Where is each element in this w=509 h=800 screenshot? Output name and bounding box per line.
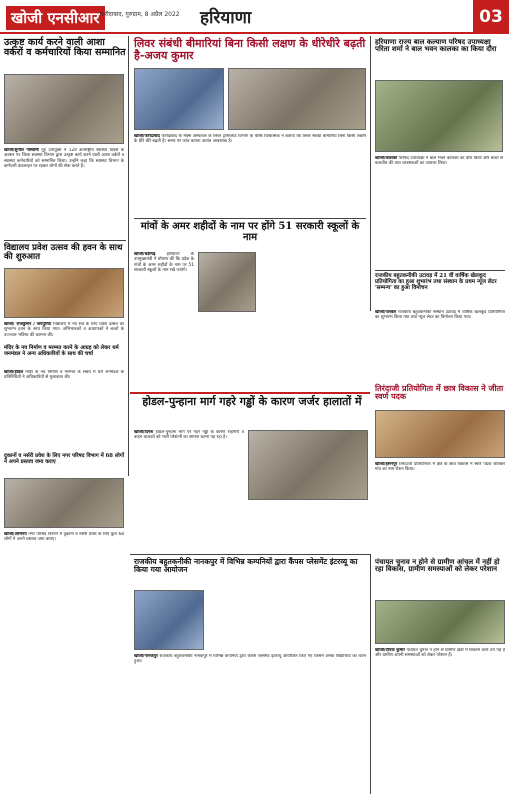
masthead-date: फरीदाबाद, गुरुग्राम, 8 अप्रैल 2022: [100, 11, 180, 18]
story-dateline: खोजी/हसनपुर: [375, 462, 398, 467]
story-body: [134, 134, 366, 216]
story-dateline: खोजी/कालका: [375, 156, 398, 161]
story-headline: तिरंदाजी प्रतियोगिता में छात्र विकास ने जीता स्वर्ण पदक: [375, 383, 504, 402]
story-photo: [4, 478, 124, 528]
story-text: परिषद उपाध्यक्षा ने बाल भवन कालका का दौरा किया और बच्चों से बातचीत की तथा व्यवस्थाओं का जायजा लिया।: [375, 156, 503, 167]
story-headline: हरियाणा राज्य बाल कल्याण परिषद उपाध्यक्षा परिता शर्मा ने बाल भवन कालका का किया दौरा: [375, 37, 497, 54]
story-text: राजकीय बहुतकनीकी नानकपुर में विभिन्न कंपनियों द्वारा कैंपस प्लेसमेंट इंटरव्यू आयोजित किए गए जिसमें अनेक विद्यार्थियों का चयन हुआ।: [134, 654, 366, 665]
story-text: मंदिर के नव निर्माण व मरम्मत के संबंध में धर्म जनमंडल के प्रतिनिधियों ने अधिकारियों से मुलाकात की।: [4, 370, 124, 381]
story-body: [4, 370, 124, 450]
story-headline: उत्कृष्ट कार्य करने वाली आशा वर्करों व कर्मचारियों किया सम्मानित: [4, 37, 126, 58]
story-text: होडल-पुन्हाना मार्ग पर गहरे गड्ढों के कारण राहगीरों व वाहन चालकों को भारी परेशानी का सामना करना पड़ रहा है।: [134, 430, 244, 441]
story-headline: राजकीय बहुतकनीकी नानकपुर में विभिन्न कम्पनियों द्वारा कैंपस प्लेसमेंट इंटरव्यू का किया गया आयोजन: [134, 557, 358, 574]
story-dateline: खोजी/नानकपुर: [134, 654, 158, 659]
story-dateline: खोजी/अभिनय: [4, 532, 27, 537]
story-photo: [375, 80, 503, 152]
story-dateline: खोजी/फरीदाबाद: [134, 134, 160, 139]
story-photo: [375, 410, 505, 458]
story-headline: होडल-पुन्हाना मार्ग गहरे गड्ढों के कारण जर्जर हालातों में: [142, 395, 362, 408]
newspaper-logo: खोजी एनसीआर: [6, 6, 105, 30]
story-photo: [4, 74, 124, 144]
divider: [130, 554, 370, 555]
story-dateline: खोजी/चंडीगढ़: [134, 252, 156, 257]
divider: [130, 392, 370, 394]
story-text: तिरंदाजी प्रतियोगिता में क्षेत्र के छात्र विकास ने स्वर्ण पदक जीतकर गांव का नाम रोशन किया।: [375, 462, 505, 473]
story-dateline: खोजी/पलवल: [375, 310, 397, 315]
story-photo: [228, 68, 366, 130]
story-body: [134, 654, 366, 794]
story-text: पंचायत चुनाव न होने से ग्रामीण क्षेत्रों में विकास कार्य ठप पड़े हैं और ग्रामीण अपनी समस्याओं को लेकर परेशान हैं।: [375, 648, 505, 659]
story-dateline: खोजी/सुनील गोस्वामी: [4, 148, 39, 153]
story-body: [375, 310, 505, 380]
story-photo: [198, 252, 256, 312]
column-divider: [370, 36, 371, 311]
story-text: नूंह उपायुक्त ने 12वें अंतर्राष्ट्रीय स्वास्थ्य दिवस के अवसर पर जिला स्वास्थ्य विभाग द्वारा उत्कृष्ट कार्य करने वाली आशा वर्करों व स्वास्थ्य कर्मचारियों को सम्मानित किया। उन्होंने कहा कि स्वास्थ्य विभाग के कर्मचारी फ्रंटलाइन पर रहकर लोगों की सेवा करते हैं।: [4, 148, 124, 170]
story-text: हरियाणा के उपमुख्यमंत्री ने घोषणा की कि प्रदेश के गांवों के अमर शहीदों के नाम पर 51 सरकारी स्कूलों के नाम रखे जाएंगे।: [134, 252, 194, 274]
story-text: नगर परिषद विभाग में दुकानों व नर्सरी प्रवेश के लिए कुल 68 लोगों ने अपने प्रस्ताव जमा कराए।: [4, 532, 124, 543]
story-photo: [134, 590, 204, 650]
page-number: 03: [473, 0, 509, 34]
story-body: [134, 430, 244, 540]
column-divider: [370, 554, 371, 794]
story-text: फरीदाबाद के मैक्स अस्पताल के लिवर ट्रांसप्लांट विभाग के वरिष्ठ चिकित्सक ने बताया कि लिवर संबंधी बीमारियां बिना किसी लक्षण के धीरे धीरे बढ़ती हैं। समय पर जांच कराना अत्यंत आवश्यक है।: [134, 134, 366, 145]
masthead: [0, 0, 509, 34]
story-text: विद्यालय में नए सत्र के लिए प्रवेश उत्सव का शुभारंभ हवन के साथ किया गया। अभिभावकों व अध्यापकों ने बच्चों के उज्ज्वल भविष्य की कामना की।: [4, 322, 124, 338]
story-headline: राजकीय बहुतकनीकी उटावड़ में 21 वीं वार्षिक खेलकूद प्रतियोगिता का हुआ शुभारंभ तथा संस्थान के प्रथम न्यूज लेटर 'सम्मन्य' का हुआ विमोचन: [375, 273, 497, 291]
story-text: राजकीय बहुतकनीकी संस्थान उटावड़ में वार्षिक खेलकूद प्रतियोगिता का शुभारंभ किया गया तथा न्यूज लेटर का विमोचन किया गया।: [375, 310, 505, 321]
story-body: [4, 322, 124, 344]
story-dateline: खोजी/ राजकुमार / जयपुरिया: [4, 322, 52, 327]
story-headline: विद्यालय प्रवेश उत्सव की हवन के साथ की शुरुआत: [4, 243, 123, 262]
divider: [375, 270, 505, 271]
story-headline: लिवर संबंधी बीमारियां बिना किसी लक्षण के धीरेधीरे बढ़ती है-अजय कुमार: [134, 37, 366, 62]
section-title: हरियाणा: [200, 8, 252, 28]
story-photo: [134, 68, 224, 130]
story-dateline: खोजी/होडल: [4, 370, 24, 375]
story-body: [375, 156, 503, 266]
story-headline: दुकानों व नर्सरी प्रवेश के लिए नगर परिषद विभाग में 68 लोगों ने अपने प्रस्ताव जमा कराए: [4, 453, 125, 465]
story-photo: [4, 268, 124, 318]
story-headline: पंचायत चुनाव न होने से ग्रामीण आंचल में नहीं हो रहा विकास, ग्रामीण समस्याओं को लेकर परेशान: [375, 557, 500, 574]
story-body: [375, 648, 505, 794]
story-photo: [248, 430, 368, 500]
story-headline: मंदिर के नव निर्माण व मरम्मत करने के आग्रह को लेकर धर्म जनमंडल ने अन्य अधिकारियों के साथ की चर्चा: [4, 345, 119, 357]
story-body: [375, 462, 505, 532]
story-dateline: खोजी/दिनेश: [134, 430, 154, 435]
story-headline: मांवों के अमर शहीदों के नाम पर होंगे 51 सरकारी स्कूलों के नाम: [140, 221, 360, 243]
story-dateline: खोजी/दीपक कुमार: [375, 648, 406, 653]
divider: [4, 240, 126, 241]
story-body: [134, 252, 194, 312]
story-body: [4, 532, 124, 794]
story-body: [4, 148, 124, 238]
divider: [134, 218, 366, 219]
story-photo: [375, 600, 505, 644]
column-divider: [128, 36, 129, 476]
